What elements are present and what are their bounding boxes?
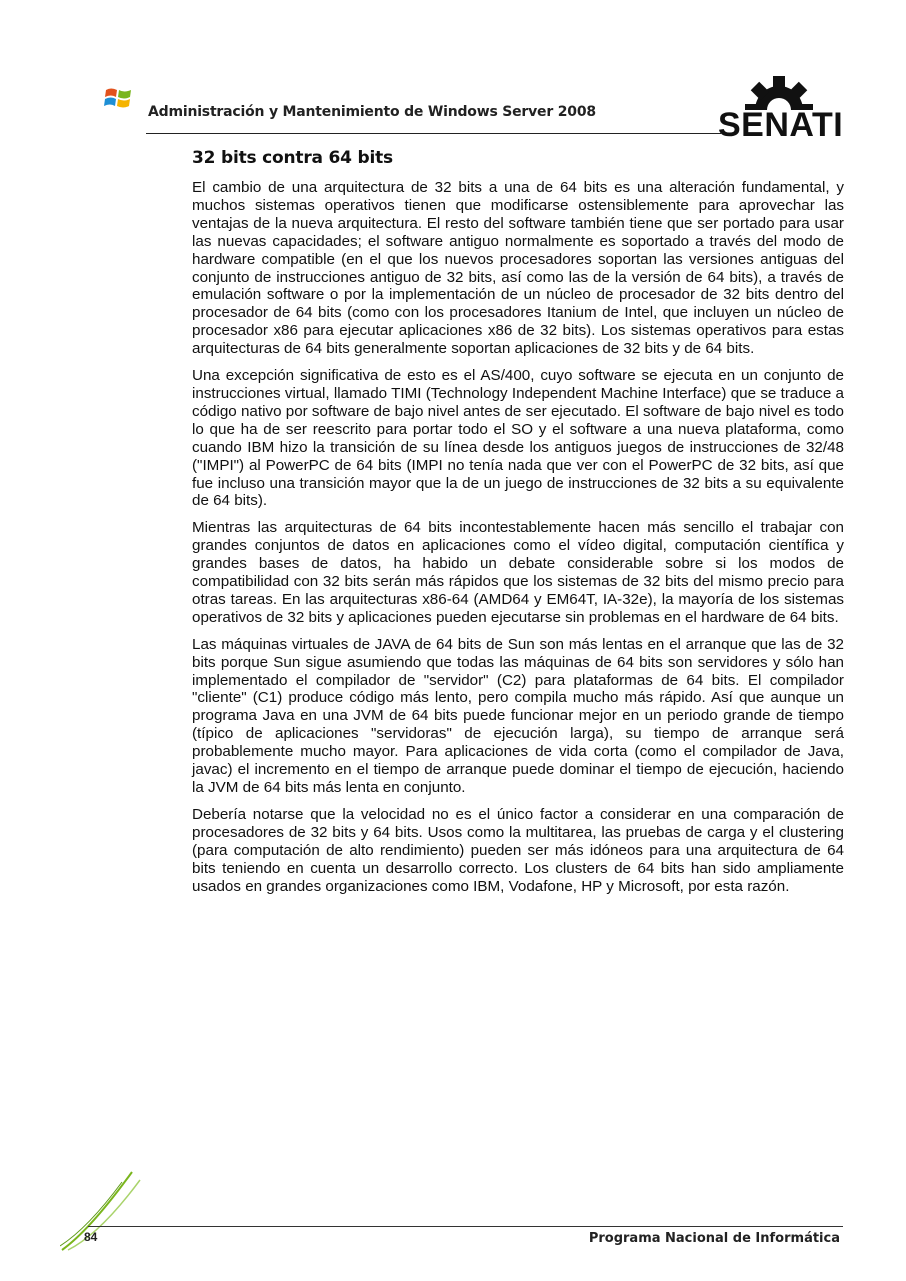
paragraph: Las máquinas virtuales de JAVA de 64 bits de Sun son más lentas en el arranque que las de 32 bits porque Sun sigue asumiendo que todas las máquinas de 64 bits son servidores y sólo han implementado el compilador de "servidor" (C2) para plataformas de 64 bits. El compilador "cliente" (C1) produce código más lento, pero compila mucho más rápido. Así que aunque un programa Java en una JVM de 64 bits puede funcionar mejor en un periodo grande de tiempo (típico de aplicaciones "servidoras" de ejecución larga), su tiempo de arranque será probablemente mucho mayor. Para aplicaciones de vida corta (como el compilador de Java, javac) el incremento en el tiempo de arranque puede dominar el tiempo de ejecución, haciendo la JVM de 64 bits más lenta en conjunto. xyxy=(192,635,844,796)
header-divider xyxy=(146,133,721,134)
paragraph: El cambio de una arquitectura de 32 bits a una de 64 bits es una alteración fundamental, y muchos sistemas operativos tienen que modificarse ostensiblemente para aprovechar las ventajas de la nueva arquitectura. El resto del software también tiene que ser portado para usar las nuevas capacidades; el software antiguo normalmente es soportado a través del modo de hardware compatible (en el que los nuevos procesadores soportan las versiones antiguas del conjunto de instrucciones antiguo de 32 bits, así como las de la versión de 64 bits), a través de emulación software o por la implementación de un núcleo de procesador de 32 bits dentro del procesador de 64 bits (como con los procesadores Itanium de Intel, que incluyen un núcleo de procesador x86 para ejecutar aplicaciones x86 de 32 bits). Los sistemas operativos para estas arquitecturas de 64 bits generalmente soportan aplicaciones de 32 bits y de 64 bits. xyxy=(192,179,844,358)
paragraph: Una excepción significativa de esto es el AS/400, cuyo software se ejecuta en un conjunto de instrucciones virtual, llamado TIMI (Technology Independent Machine Interface) que se traduce a código nativo por software de bajo nivel antes de ser ejecutado. El software de bajo nivel es todo lo que ha de ser reescrito para portar todo el SO y el software a una nueva plataforma, como cuando IBM hizo la transición de su línea desde los antiguos juegos de instrucciones de 32/48 ("IMPI") al PowerPC de 64 bits (IMPI no tenía nada que ver con el PowerPC de 32 bits, así que fue incluso una transición mayor que la de un juego de instrucciones de 32 bits a su equivalente de 64 bits). xyxy=(192,367,844,510)
green-swoosh-icon xyxy=(60,1170,150,1252)
section-title: 32 bits contra 64 bits xyxy=(192,148,393,168)
header-title: Administración y Mantenimiento de Windows Server 2008 xyxy=(148,104,596,120)
windows-logo-icon xyxy=(104,82,134,112)
paragraph: Debería notarse que la velocidad no es el único factor a considerar en una comparación de procesadores de 32 bits y 64 bits. Usos como la multitarea, las pruebas de carga y el clustering (para computación de alto rendimiento) pueden ser más idóneos para una arquitectura de 64 bits teniendo en cuenta un desarrollo correcto. Los clusters de 64 bits han sido ampliamente usados en grandes organizaciones como IBM, Vodafone, HP y Microsoft, por esta razón. xyxy=(192,805,844,895)
paragraph: Mientras las arquitecturas de 64 bits incontestablemente hacen más sencillo el trabajar con grandes conjuntos de datos en aplicaciones como el vídeo digital, computación científica y grandes bases de datos, ha habido un debate considerable sobre si los modos de compatibilidad con 32 bits serán más rápidos que los sistemas de 32 bits del mismo precio para otras tareas. En las arquitecturas x86-64 (AMD64 y EM64T, IA-32e), la mayoría de los sistemas operativos de 32 bits y aplicaciones pueden ejecutarse sin problemas en el hardware de 64 bits. xyxy=(192,519,844,626)
main-content xyxy=(192,148,844,904)
page-header xyxy=(0,0,906,160)
footer-divider xyxy=(88,1226,843,1227)
footer-text: Programa Nacional de Informática xyxy=(588,1231,840,1246)
senati-logo-text: SENATI xyxy=(718,106,844,144)
page-number: 84 xyxy=(84,1230,98,1244)
page-footer xyxy=(0,1170,906,1250)
